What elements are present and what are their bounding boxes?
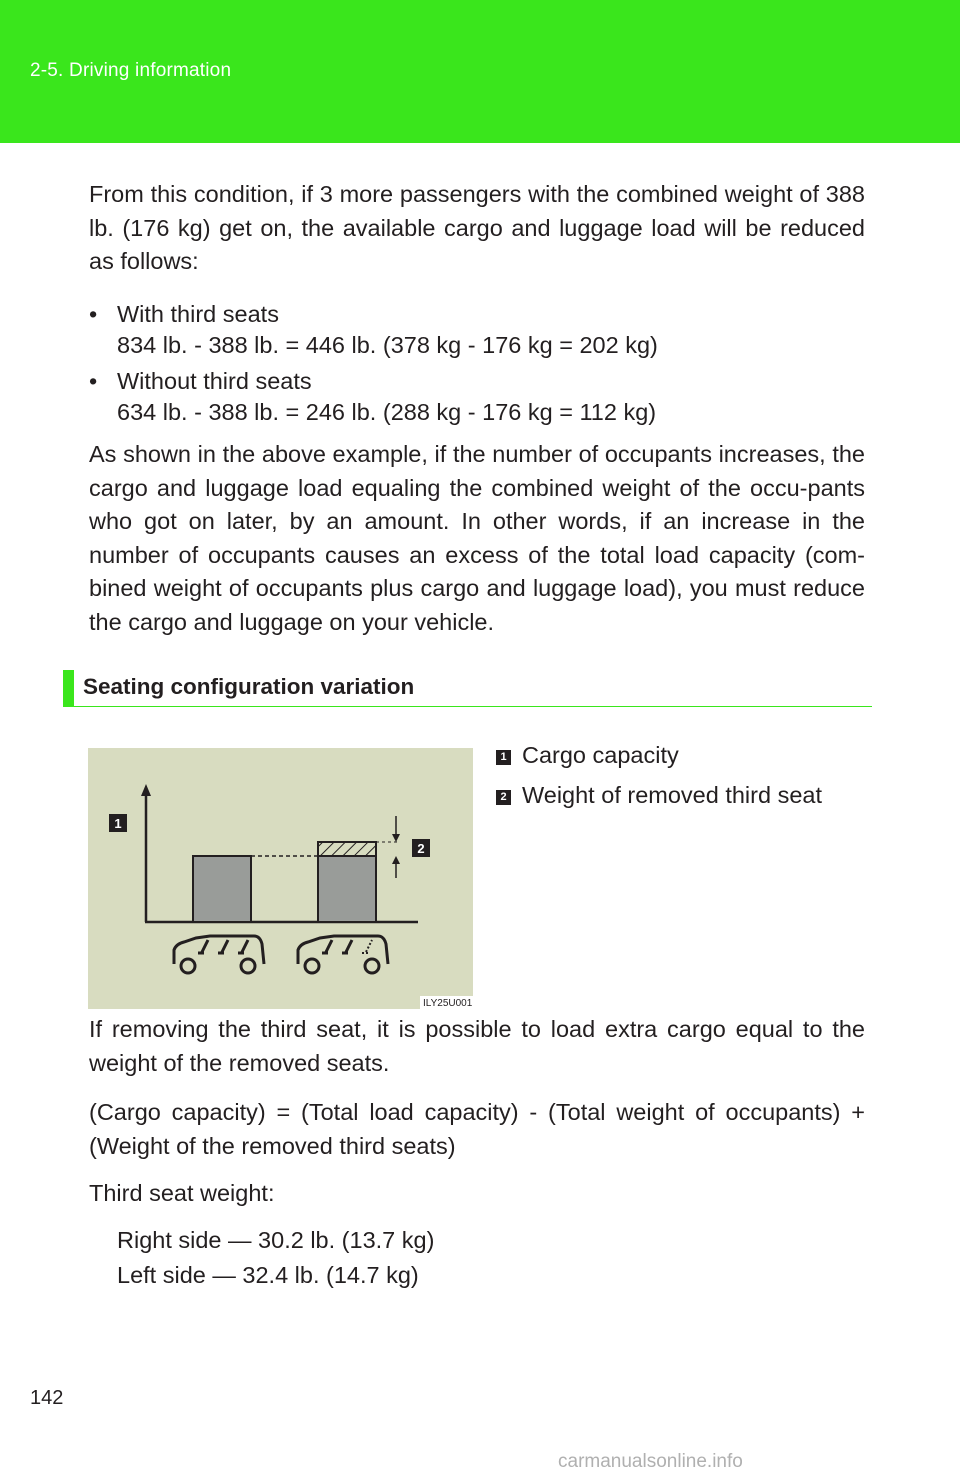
header-band (0, 0, 960, 143)
section-title: Seating configuration variation (83, 674, 415, 699)
legend-text: Cargo capacity (522, 742, 679, 768)
callout-1 (109, 814, 127, 832)
bullet-icon: • (89, 301, 98, 327)
legend-text: Weight of removed third seat (522, 782, 822, 808)
bar-without-seat (318, 856, 376, 922)
formula-paragraph: (Cargo capacity) = (Total load capacity) - (Total weight of occupants) + (Weight of the removed third seats) (89, 1099, 865, 1159)
cargo-capacity-figure (88, 748, 473, 1009)
image-code: ILY25U001 (423, 998, 473, 1009)
page-number: 142 (30, 1387, 64, 1409)
callout-2 (412, 839, 430, 857)
bullet-calc: 634 lb. - 388 lb. = 246 lb. (288 kg - 176 kg = 112 kg) (117, 399, 657, 425)
seat-weight-right: Right side — 30.2 lb. (13.7 kg) (117, 1227, 435, 1253)
bullet-label: Without third seats (117, 368, 312, 394)
watermark: carmanualsonline.info (558, 1451, 743, 1472)
removed-seat-hatch (318, 842, 376, 856)
seat-weight-label: Third seat weight: (89, 1180, 275, 1206)
bullet-label: With third seats (117, 301, 279, 327)
bullet-calc: 834 lb. - 388 lb. = 446 lb. (378 kg - 176 kg = 202 kg) (117, 332, 658, 358)
removed-seat-paragraph: If removing the third seat, it is possible to load extra cargo equal to the weight of the removed seats. (89, 1016, 865, 1076)
explanation-paragraph: As shown in the above example, if the number of occupants increases, the cargo and luggage load equaling the combined weight of the occu-pants who got on later, by an amount. In other words, if an increase in the number of occupants causes an excess of the total load capacity (com-bined weight of occupants plus cargo and luggage load), you must reduce the cargo and luggage on your vehicle. (89, 441, 865, 635)
section-heading (63, 670, 872, 707)
svg-text:2: 2 (417, 841, 425, 856)
section-marker (63, 670, 74, 706)
callout-badge-2: 2 (496, 790, 511, 805)
seat-weight-left: Left side — 32.4 lb. (14.7 kg) (117, 1262, 419, 1288)
figure-illustration (88, 748, 473, 1009)
bullet-icon: • (89, 368, 98, 394)
vehicle-with-third-seat-icon (174, 936, 264, 973)
axis-arrow-icon (141, 784, 151, 796)
section-breadcrumb: 2-5. Driving information (30, 60, 232, 81)
svg-text:1: 1 (114, 816, 122, 831)
intro-paragraph: From this condition, if 3 more passengers with the combined weight of 388 lb. (176 kg) get on, the available cargo and luggage load will be reduced as follows: (89, 181, 865, 274)
bar-with-seat (193, 856, 251, 922)
vehicle-without-third-seat-icon (298, 936, 388, 973)
callout-badge-1: 1 (496, 750, 511, 765)
